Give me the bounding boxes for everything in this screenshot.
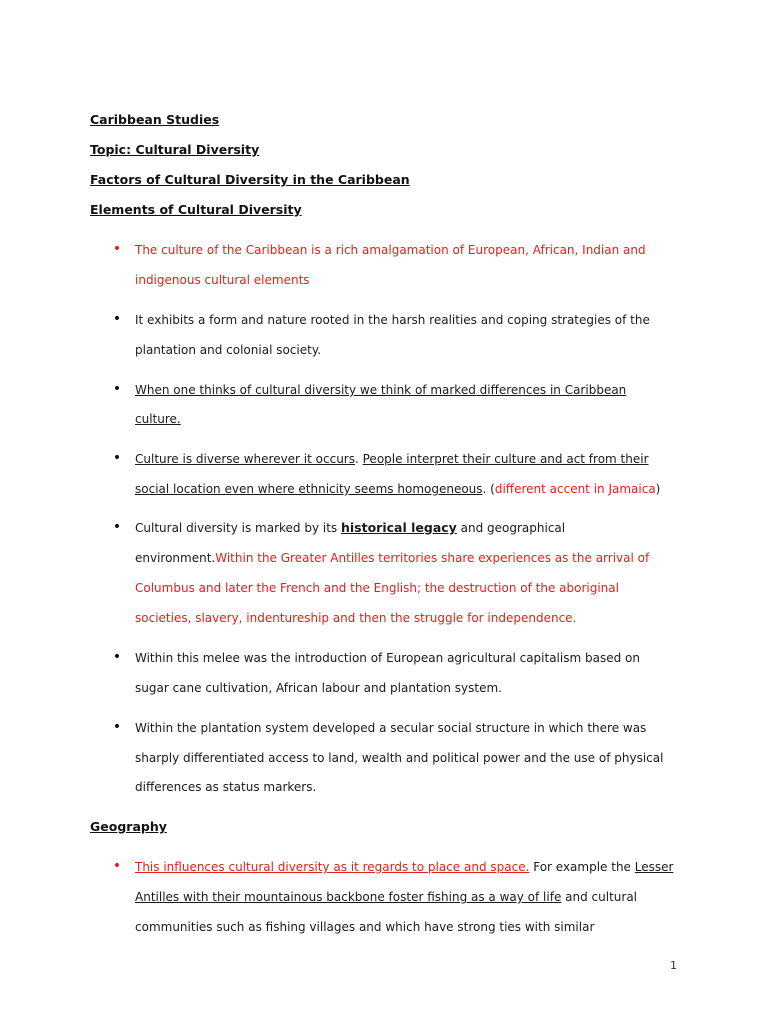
bullet-1-line-1: The culture of the Caribbean is a rich amalgamation of European, African, Indian and xyxy=(135,243,646,257)
bullet-dot: • xyxy=(112,719,122,735)
bullet-dot: • xyxy=(112,241,122,257)
highlighted-phrase: This influences cultural diversity as it regards to place and space. xyxy=(135,860,530,874)
bullet-2-line-1: It exhibits a form and nature rooted in the harsh realities and coping strategies of the xyxy=(135,313,650,327)
text-run: For example the xyxy=(529,860,635,874)
bullet-5-line-2 xyxy=(135,550,649,566)
bullet-1-line-2: indigenous cultural elements xyxy=(135,273,310,287)
bullet-4-line-2 xyxy=(135,481,660,497)
underlined-phrase: Lesser xyxy=(634,860,674,874)
elements-heading: Elements of Cultural Diversity xyxy=(90,202,302,217)
bullet-8-line-1 xyxy=(135,859,673,875)
factors-heading: Factors of Cultural Diversity in the Caribbean xyxy=(90,172,410,187)
text-run: environment. xyxy=(135,551,216,565)
bullet-7-line-3: differences as status markers. xyxy=(135,780,317,794)
bullet-dot: • xyxy=(112,381,122,397)
bullet-dot: • xyxy=(112,450,122,466)
text-run: . xyxy=(354,452,363,466)
bullet-5-line-1 xyxy=(135,520,565,536)
bullet-7-line-2: sharply differentiated access to land, wealth and political power and the use of physical xyxy=(135,751,664,765)
underlined-phrase: People interpret their culture and act from their xyxy=(362,452,649,466)
text-run: . ( xyxy=(482,482,495,496)
underlined-phrase: Culture is diverse wherever it occurs xyxy=(135,452,355,466)
bullet-6-line-1: Within this melee was the introduction of European agricultural capitalism based on xyxy=(135,651,640,665)
underlined-phrase: social location even where ethnicity seems homogeneous xyxy=(135,482,483,496)
bullet-dot: • xyxy=(112,519,122,535)
bullet-5-line-3: Columbus and later the French and the English; the destruction of the aboriginal xyxy=(135,581,619,595)
text-run: and cultural xyxy=(561,890,638,904)
geography-heading: Geography xyxy=(90,819,167,834)
underlined-phrase: Antilles with their mountainous backbone foster fishing as a way of life xyxy=(135,890,562,904)
highlighted-phrase: Within the Greater Antilles territories share experiences as the arrival of xyxy=(215,551,650,565)
bullet-dot: • xyxy=(112,311,122,327)
course-heading: Caribbean Studies xyxy=(90,112,220,127)
topic-heading: Topic: Cultural Diversity xyxy=(90,142,260,157)
text-run: Cultural diversity is marked by its xyxy=(135,521,341,535)
bullet-5-line-4: societies, slavery, indentureship and then the struggle for independence. xyxy=(135,611,577,625)
bullet-3-line-2: culture. xyxy=(135,412,181,426)
bullet-2-line-2: plantation and colonial society. xyxy=(135,343,322,357)
highlighted-phrase: different accent in Jamaica xyxy=(494,482,656,496)
bullet-dot: • xyxy=(112,649,122,665)
bullet-dot: • xyxy=(112,858,122,874)
bullet-7-line-1: Within the plantation system developed a secular social structure in which there was xyxy=(135,721,647,735)
bullet-8-line-2 xyxy=(135,889,637,905)
text-run: ) xyxy=(655,482,661,496)
bullet-4-line-1 xyxy=(135,451,649,467)
bullet-6-line-2: sugar cane cultivation, African labour and plantation system. xyxy=(135,681,502,695)
text-run: and geographical xyxy=(456,521,566,535)
emphasized-phrase: historical legacy xyxy=(341,520,457,535)
bullet-8-line-3: communities such as fishing villages and which have strong ties with similar xyxy=(135,920,595,934)
bullet-3-line-1: When one thinks of cultural diversity we think of marked differences in Caribbean xyxy=(135,383,627,397)
page-number: 1 xyxy=(670,959,677,972)
